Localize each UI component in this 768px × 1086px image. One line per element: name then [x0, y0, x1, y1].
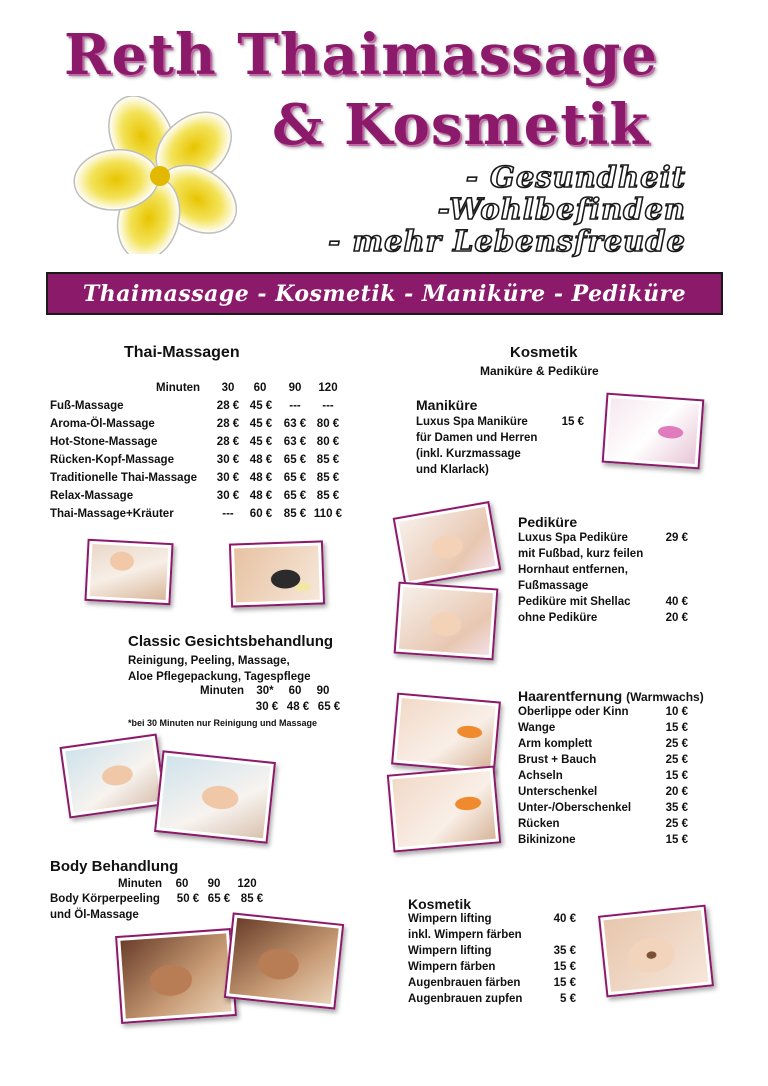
body-min-120: 120: [237, 878, 257, 890]
photo-waxing-1: [391, 693, 501, 774]
thai-price-30: 30 €: [216, 490, 240, 502]
thai-row-name: Aroma-Öl-Massage: [50, 418, 155, 430]
thai-price-90: 85 €: [283, 508, 307, 520]
kosmetik2-item-name: Wimpern lifting: [408, 945, 492, 957]
pedikuere-line-6: ohne Pediküre: [518, 612, 598, 624]
thai-col-120: 120: [318, 382, 338, 394]
pedikuere-price-1: 29 €: [665, 532, 688, 544]
body-heading: Body Behandlung: [50, 858, 179, 875]
slogan-health: - Gesundheit: [465, 160, 686, 194]
haar-item-name: Arm komplett: [518, 738, 593, 750]
body-price-120: 85 €: [240, 893, 264, 905]
thai-price-30: 28 €: [216, 436, 240, 448]
haar-heading-suffix: (Warmwachs): [626, 690, 704, 704]
classic-minutes-label: Minuten: [200, 685, 245, 697]
services-banner: [46, 272, 723, 315]
classic-price-60: 48 €: [286, 701, 310, 713]
body-min-90: 90: [207, 878, 221, 890]
photo-body-2: [224, 912, 344, 1009]
photo-eyebrows: [598, 905, 714, 998]
haar-item-name: Bikinizone: [518, 834, 576, 846]
body-price-60: 50 €: [176, 893, 200, 905]
thai-price-90: 65 €: [283, 472, 307, 484]
haar-heading: [518, 688, 704, 704]
slogan-joy: - mehr Lebensfreude: [328, 224, 686, 258]
classic-heading: Classic Gesichtsbehandlung: [128, 633, 334, 650]
manikuere-line-2: für Damen und Herren: [416, 432, 538, 444]
thai-price-90: 65 €: [283, 490, 307, 502]
photo-facial-2: [154, 750, 276, 843]
thai-price-120: 110 €: [313, 508, 343, 520]
haar-item-name: Unterschenkel: [518, 786, 598, 798]
kosmetik2-item-name: inkl. Wimpern färben: [408, 929, 522, 941]
kosmetik2-item-price: 15 €: [553, 977, 576, 989]
slogan-wellbeing: -Wohlbefinden: [437, 192, 686, 226]
photo-body-1: [115, 928, 237, 1024]
thai-price-30: 28 €: [216, 400, 240, 412]
manikuere-heading: Maniküre: [416, 397, 478, 413]
haar-item-price: 15 €: [665, 722, 688, 734]
classic-min-30: 30*: [256, 685, 274, 697]
kosmetik2-item-name: Wimpern lifting: [408, 913, 492, 925]
kosmetik2-item-price: 15 €: [553, 961, 576, 973]
thai-price-120: 80 €: [316, 418, 340, 430]
haar-item-price: 15 €: [665, 834, 688, 846]
kosmetik2-item-name: Augenbrauen zupfen: [408, 993, 523, 1005]
haar-item-name: Wange: [518, 722, 556, 734]
kosmetik2-item-name: Augenbrauen färben: [408, 977, 521, 989]
thai-price-120: 85 €: [316, 454, 340, 466]
frangipani-flower-icon: [68, 96, 246, 254]
thai-row-name: Fuß-Massage: [50, 400, 124, 412]
thai-heading: Thai-Massagen: [124, 344, 240, 361]
pedikuere-price-2: 40 €: [665, 596, 688, 608]
haar-item-name: Rücken: [518, 818, 560, 830]
thai-price-60: 45 €: [249, 418, 273, 430]
haar-item-price: 25 €: [665, 818, 688, 830]
body-price-90: 65 €: [207, 893, 231, 905]
thai-col-30: 30: [221, 382, 235, 394]
title-line-1: Reth Thaimassage: [64, 22, 658, 88]
haar-item-name: Brust + Bauch: [518, 754, 597, 766]
thai-price-30: 30 €: [216, 472, 240, 484]
pedikuere-line-3: Hornhaut entfernen,: [518, 564, 628, 576]
manikuere-line-4: und Klarlack): [416, 464, 489, 476]
haar-heading-text: Haarentfernung: [518, 688, 623, 704]
pedikuere-price-3: 20 €: [665, 612, 688, 624]
photo-pedicure-1: [393, 501, 502, 587]
manikuere-line-3: (inkl. Kurzmassage: [416, 448, 521, 460]
thai-price-30: 28 €: [216, 418, 240, 430]
kosmetik2-item-price: 40 €: [553, 913, 576, 925]
haar-item-price: 10 €: [665, 706, 688, 718]
classic-note: *bei 30 Minuten nur Reinigung und Massage: [128, 718, 318, 728]
thai-price-30: ---: [222, 508, 234, 520]
manikuere-price: 15 €: [561, 416, 584, 428]
photo-pedicure-2: [394, 582, 499, 661]
photo-waxing-2: [387, 765, 501, 852]
thai-row-name: Hot-Stone-Massage: [50, 436, 158, 448]
haar-item-name: Achseln: [518, 770, 563, 782]
body-minutes-label: Minuten: [118, 878, 163, 890]
thai-price-90: ---: [289, 400, 301, 412]
haar-item-price: 35 €: [665, 802, 688, 814]
photo-thai-massage: [84, 539, 173, 605]
thai-price-120: ---: [322, 400, 334, 412]
pedikuere-heading: Pediküre: [518, 514, 578, 530]
photo-hot-stone: [229, 540, 325, 607]
thai-col-minutes: Minuten: [156, 382, 201, 394]
haar-item-price: 25 €: [665, 738, 688, 750]
kosmetik-heading: Kosmetik: [510, 344, 578, 361]
kosmetik2-item-price: 5 €: [560, 993, 576, 1005]
haar-item-price: 25 €: [665, 754, 688, 766]
classic-desc-2: Aloe Pflegepackung, Tagespflege: [128, 671, 311, 683]
haar-item-price: 20 €: [665, 786, 688, 798]
kosmetik-subheading: Maniküre & Pediküre: [480, 364, 599, 378]
thai-col-90: 90: [288, 382, 302, 394]
banner-text: Thaimassage - Kosmetik - Maniküre - Pediküre: [82, 281, 687, 307]
haar-item-name: Oberlippe oder Kinn: [518, 706, 629, 718]
thai-row-name: Rücken-Kopf-Massage: [50, 454, 174, 466]
kosmetik2-heading: Kosmetik: [408, 896, 472, 912]
pedikuere-line-4: Fußmassage: [518, 580, 589, 592]
body-min-60: 60: [175, 878, 189, 890]
body-name-1: Body Körperpeeling: [50, 893, 160, 905]
kosmetik2-item-name: Wimpern färben: [408, 961, 496, 973]
thai-price-120: 85 €: [316, 472, 340, 484]
thai-price-60: 48 €: [249, 490, 273, 502]
thai-price-30: 30 €: [216, 454, 240, 466]
kosmetik2-item-price: 35 €: [553, 945, 576, 957]
thai-price-60: 48 €: [249, 454, 273, 466]
classic-desc-1: Reinigung, Peeling, Massage,: [128, 655, 290, 667]
haar-item-price: 15 €: [665, 770, 688, 782]
thai-price-90: 63 €: [283, 418, 307, 430]
photo-manicure: [602, 393, 705, 470]
classic-price-30: 30 €: [255, 701, 279, 713]
thai-row-name: Traditionelle Thai-Massage: [50, 472, 197, 484]
thai-row-name: Thai-Massage+Kräuter: [50, 508, 174, 520]
manikuere-line-1: Luxus Spa Maniküre: [416, 416, 528, 428]
thai-price-60: 45 €: [249, 400, 273, 412]
pedikuere-line-5: Pediküre mit Shellac: [518, 596, 631, 608]
classic-price-90: 65 €: [317, 701, 341, 713]
classic-min-90: 90: [316, 685, 330, 697]
body-name-2: und Öl-Massage: [50, 909, 139, 921]
classic-min-60: 60: [288, 685, 302, 697]
title-line-2: & Kosmetik: [272, 92, 650, 158]
pedikuere-line-2: mit Fußbad, kurz feilen: [518, 548, 644, 560]
thai-price-60: 45 €: [249, 436, 273, 448]
thai-price-60: 48 €: [249, 472, 273, 484]
thai-col-60: 60: [253, 382, 267, 394]
thai-price-60: 60 €: [249, 508, 273, 520]
pedikuere-line-1: Luxus Spa Pediküre: [518, 532, 628, 544]
photo-facial-1: [59, 734, 166, 819]
thai-price-90: 63 €: [283, 436, 307, 448]
thai-row-name: Relax-Massage: [50, 490, 134, 502]
thai-price-120: 85 €: [316, 490, 340, 502]
thai-price-90: 65 €: [283, 454, 307, 466]
thai-price-120: 80 €: [316, 436, 340, 448]
haar-item-name: Unter-/Oberschenkel: [518, 802, 632, 814]
